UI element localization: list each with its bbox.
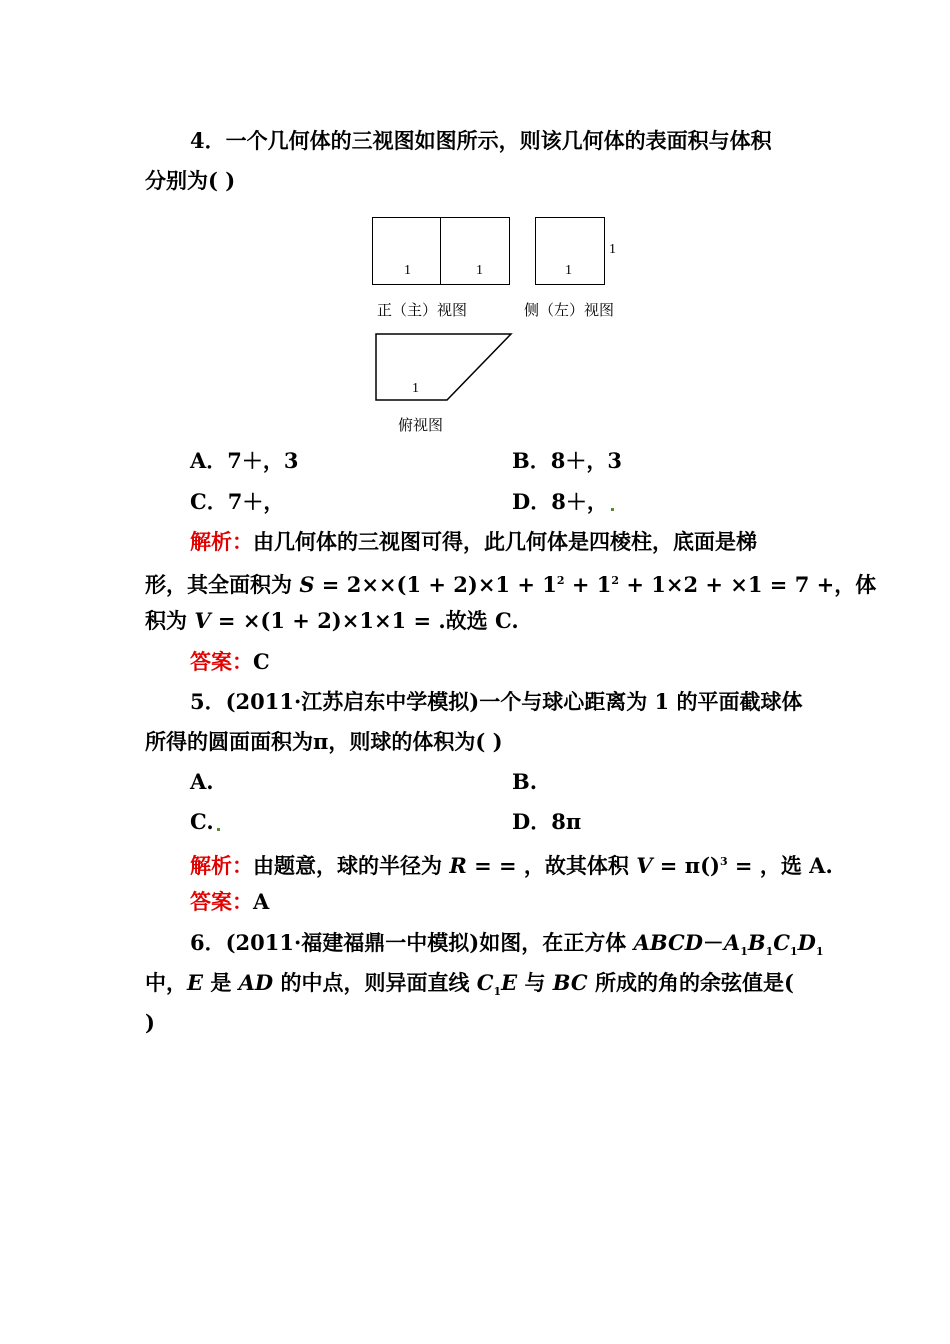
top-view-label: 俯视图 <box>398 416 444 434</box>
side-view-label: 侧（左）视图 <box>524 301 615 319</box>
q5-option-a: A. <box>190 769 214 794</box>
front-view-right-square <box>440 217 510 285</box>
q6-stem-line2: 中，E 是 AD 的中点，则异面直线 $C_1E$ 与 BC 所成的角的余弦值是( <box>145 970 794 999</box>
side-dim-right: 1 <box>609 242 616 257</box>
top-dim: 1 <box>412 381 419 396</box>
top-view-trapezoid <box>370 330 515 405</box>
q4-stem-line2: 分别为( ) <box>145 168 236 193</box>
q4-option-a: A．7＋，3 <box>190 448 299 473</box>
q4-analysis-line2: 形，其全面积为 $S = 2\times\times(1 + 2)\times 1 + 1^2 + 1^2 + 1\times 2 + \times 1 = 7$ +，体 <box>145 572 877 597</box>
q4-stem-line1: 4．一个几何体的三视图如图所示，则该几何体的表面积与体积 <box>190 128 772 153</box>
q4-answer: 答案：C <box>190 649 270 674</box>
q6-stem-line3: ) <box>145 1010 155 1035</box>
q5-stem-line1: 5．(2011·江苏启东中学模拟)一个与球心距离为 1 的平面截球体 <box>190 689 803 714</box>
analysis-label: 解析： <box>190 529 253 554</box>
q5-answer: 答案：A <box>190 889 270 914</box>
q5-option-d: D．8π <box>512 809 582 834</box>
front-dim-1: 1 <box>404 263 411 278</box>
q4-analysis-line3: 积为 V = ×(1 + 2)×1×1 = .故选 C. <box>145 608 519 633</box>
answer-label: 答案： <box>190 649 253 674</box>
q5-stem-line2: 所得的圆面面积为π，则球的体积为( ) <box>145 729 503 754</box>
q4-analysis-line1: 解析：由几何体的三视图可得，此几何体是四棱柱，底面是梯 <box>190 529 757 554</box>
front-view-label: 正（主）视图 <box>377 301 468 319</box>
q4-option-b: B．8＋，3 <box>512 448 622 473</box>
q5-analysis: 解析：由题意，球的半径为 R = = ，故其体积 V = π()$^3$ = ，选 A. <box>190 853 833 878</box>
q5-option-b: B. <box>512 769 538 794</box>
analysis-label: 解析： <box>190 853 253 878</box>
side-dim-bottom: 1 <box>565 263 572 278</box>
q6-stem-line1: 6．(2011·福建福鼎一中模拟)如图，在正方体 $ABCD-A_1B_1C_1D_1$ <box>190 930 824 959</box>
q5-option-c: C. <box>190 808 220 836</box>
front-dim-2: 1 <box>476 263 483 278</box>
q4-option-c: C．7＋， <box>190 489 285 514</box>
q4-option-d: D．8＋， <box>512 488 614 516</box>
answer-label: 答案： <box>190 889 253 914</box>
